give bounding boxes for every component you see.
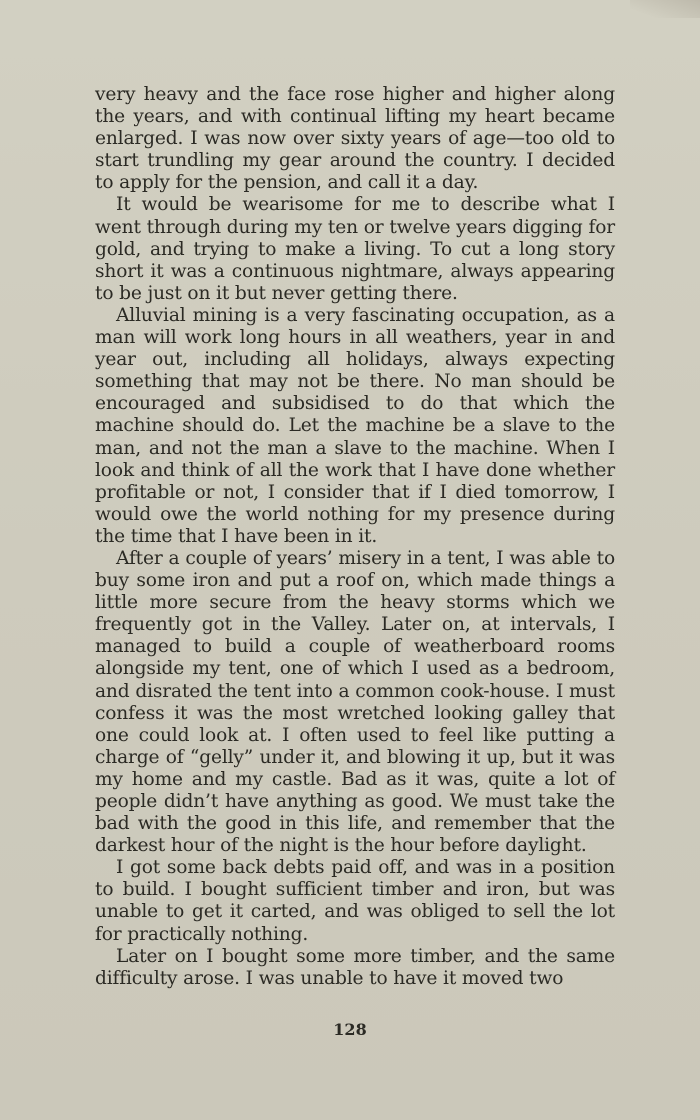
paragraph: After a couple of years’ misery in a tent, I was able to buy some iron and put a roof on, which made things a little more secure from the heavy storms which we frequently got in the Valley. Later on, at intervals, I managed to build a couple of weatherboard rooms alongside my tent, one of which I used as a bedroom, and disrated the tent into a common cook-house. I must confess it was the most wretched looking galley that one could look at. I often used to feel like putting a charge of “gelly” under it, and blowing it up, but it was my home and my castle. Bad as it was, quite a lot of people didn’t have anything as good. We must take the bad with the good in this life, and remember that the darkest hour of the night is the hour before daylight.	[95, 547, 615, 857]
paragraph: Later on I bought some more timber, and the same difficulty arose. I was unable to have it moved two	[95, 945, 615, 989]
page-corner-shading	[630, 0, 700, 18]
paragraph: It would be wearisome for me to describe what I went through during my ten or twelve years digging for gold, and trying to make a living. To cut a long story short it was a continuous nightmare, always appearing to be just on it but never getting there.	[95, 194, 615, 304]
paragraph: I got some back debts paid off, and was in a position to build. I bought sufficient timber and iron, but was unable to get it carted, and was obliged to sell the lot for practically nothing.	[95, 857, 615, 945]
paragraph: Alluvial mining is a very fascinating occupation, as a man will work long hours in all weathers, year in and year out, including all holidays, always expecting something that may not be there. No man should be encouraged and subsidised to do that which the machine should do. Let the machine be a slave to the man, and not the man a slave to the machine. When I look and think of all the work that I have done whether profitable or not, I consider that if I died tomorrow, I would owe the world nothing for my presence during the time that I have been in it.	[95, 304, 615, 547]
paragraph: very heavy and the face rose higher and higher along the years, and with continual lifting my heart became enlarged. I was now over sixty years of age—too old to start trundling my gear around the country. I decided to apply for the pension, and call it a day.	[95, 84, 615, 194]
page-number: 128	[333, 1020, 367, 1039]
body-text	[95, 84, 615, 990]
